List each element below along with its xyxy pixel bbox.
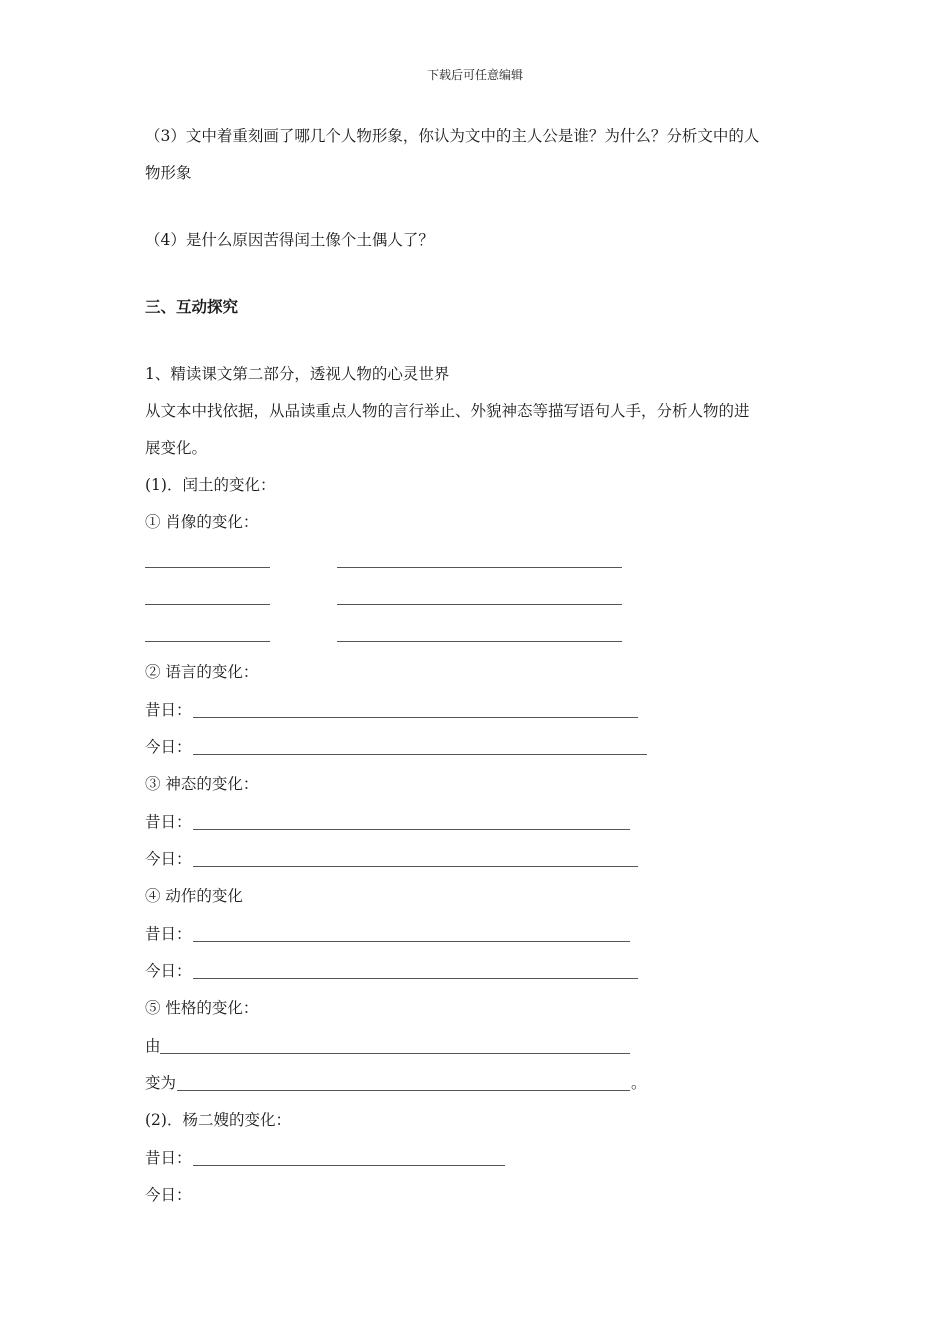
expression-present-label: 今日： — [145, 850, 192, 868]
action-past-label: 昔日： — [145, 925, 192, 943]
runtu-title: (1)．闰土的变化： — [145, 476, 276, 494]
yang-past-label: 昔日： — [145, 1149, 192, 1167]
expression-past-blank[interactable] — [193, 829, 630, 830]
section-3-title: 三、互动探究 — [145, 297, 239, 316]
question-3-line-2: 物形象 — [145, 164, 192, 182]
expression-present-blank[interactable] — [193, 866, 638, 867]
action-present-blank[interactable] — [193, 978, 638, 979]
speech-present-blank[interactable] — [193, 754, 647, 755]
task-1-description-line-2: 展变化。 — [145, 439, 208, 457]
page-header: 下载后可任意编辑 — [426, 68, 523, 82]
character-change-title: ⑤ 性格的变化： — [145, 999, 259, 1017]
portrait-blank-long-1[interactable] — [337, 567, 622, 568]
task-1-description-line-1: 从文本中找依据，从品读重点人物的言行举止、外貌神态等描写语句人手，分析人物的进 — [145, 402, 750, 420]
character-from-blank[interactable] — [160, 1053, 630, 1054]
action-change-title: ④ 动作的变化 — [145, 887, 243, 905]
yang-ersao-title: (2)．杨二嫂的变化： — [145, 1111, 291, 1129]
speech-present-label: 今日： — [145, 738, 192, 756]
character-become-label: 变为 — [145, 1074, 177, 1092]
speech-change-title: ② 语言的变化： — [145, 663, 259, 681]
portrait-blank-short-2[interactable] — [145, 604, 270, 605]
task-1-title: 1、精读课文第二部分，透视人物的心灵世界 — [145, 365, 450, 383]
character-from-label: 由 — [145, 1037, 161, 1055]
portrait-blank-short-1[interactable] — [145, 567, 270, 568]
speech-past-blank[interactable] — [193, 717, 638, 718]
character-become-blank[interactable] — [177, 1090, 630, 1091]
question-3-line-1: （3）文中着重刻画了哪几个人物形象，你认为文中的主人公是谁？为什么？分析文中的人 — [145, 127, 760, 145]
portrait-change-title: ① 肖像的变化： — [145, 513, 259, 531]
portrait-blank-short-3[interactable] — [145, 641, 270, 642]
action-past-blank[interactable] — [193, 941, 630, 942]
action-present-label: 今日： — [145, 962, 192, 980]
character-period: 。 — [631, 1074, 647, 1092]
expression-change-title: ③ 神态的变化： — [145, 775, 259, 793]
expression-past-label: 昔日： — [145, 813, 192, 831]
yang-past-blank[interactable] — [193, 1165, 505, 1166]
question-4: （4）是什么原因苦得闰土像个土偶人了？ — [145, 231, 434, 249]
portrait-blank-long-2[interactable] — [337, 604, 622, 605]
speech-past-label: 昔日： — [145, 701, 192, 719]
yang-present-label: 今日： — [145, 1186, 192, 1204]
portrait-blank-long-3[interactable] — [337, 641, 622, 642]
